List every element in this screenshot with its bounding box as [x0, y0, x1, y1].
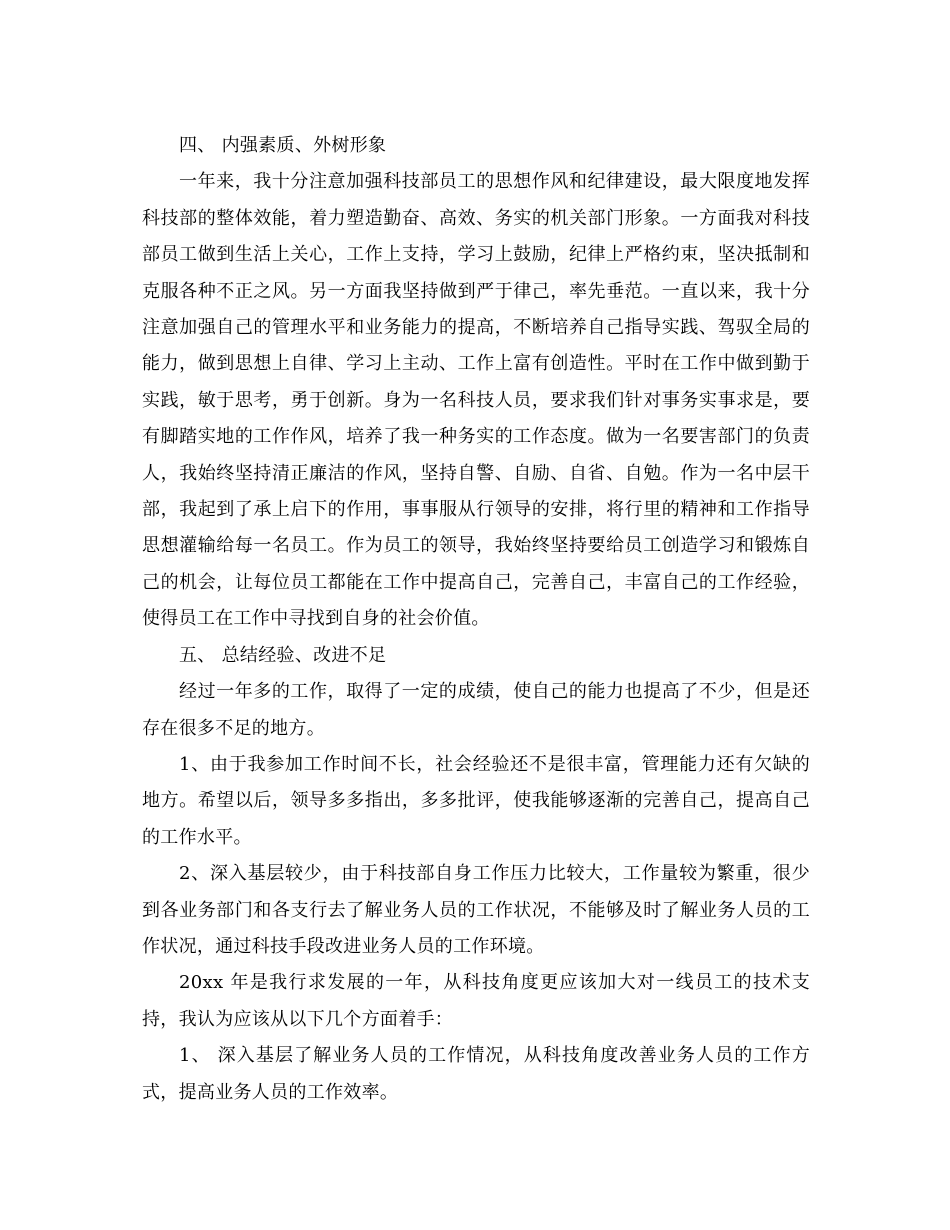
section-heading-5: 五、 总结经验、改进不足	[179, 644, 387, 666]
paragraph-shortcoming-1: 1、由于我参加工作时间不长，社会经验还不是很丰富，管理能力还有欠缺的地方。希望以后，领导多多指出，多多批评，使我能够逐渐的完善自己，提高自己的工作水平。	[142, 753, 810, 848]
section-heading-4: 四、 内强素质、外树形象	[179, 135, 387, 156]
paragraph-plan-intro: 20xx 年是我行求发展的一年，从科技角度更应该加大对一线员工的技术支持，我认为应该从以下几个方面着手：	[142, 972, 810, 1030]
paragraph-summary-intro: 经过一年多的工作，取得了一定的成绩，使自己的能力也提高了不少，但是还存在很多不足的地方。	[142, 681, 810, 739]
document-body	[142, 128, 810, 1111]
paragraph-plan-1: 1、 深入基层了解业务人员的工作情况，从科技角度改善业务人员的工作方式，提高业务人员的工作效率。	[142, 1045, 810, 1103]
paragraph-self-discipline: 一年来，我十分注意加强科技部员工的思想作风和纪律建设，最大限度地发挥科技部的整体效能，着力塑造勤奋、高效、务实的机关部门形象。一方面我对科技部员工做到生活上关心，工作上支持，学习上鼓励，纪律上严格约束，坚决抵制和克服各种不正之风。另一方面我坚持做到严于律己，率先垂范。一直以来，我十分注意加强自己的管理水平和业务能力的提高，不断培养自己指导实践、驾驭全局的能力，做到思想上自律、学习上主动、工作上富有创造性。平时在工作中做到勤于实践，敏于思考，勇于创新。身为一名科技人员，要求我们针对事务实事求是，要有脚踏实地的工作作风，培养了我一种务实的工作态度。做为一名要害部门的负责人，我始终坚持清正廉洁的作风，坚持自警、自励、自省、自勉。作为一名中层干部，我起到了承上启下的作用，事事服从行领导的安排，将行里的精神和工作指导思想灌输给每一名员工。作为员工的领导，我始终坚持要给员工创造学习和锻炼自己的机会，让每位员工都能在工作中提高自己，完善自己，丰富自己的工作经验，使得员工在工作中寻找到自身的社会价值。	[142, 171, 810, 630]
paragraph-shortcoming-2: 2、深入基层较少，由于科技部自身工作压力比较大，工作量较为繁重，很少到各业务部门和各支行去了解业务人员的工作状况，不能够及时了解业务人员的工作状况，通过科技手段改进业务人员的工作环境。	[142, 863, 810, 957]
